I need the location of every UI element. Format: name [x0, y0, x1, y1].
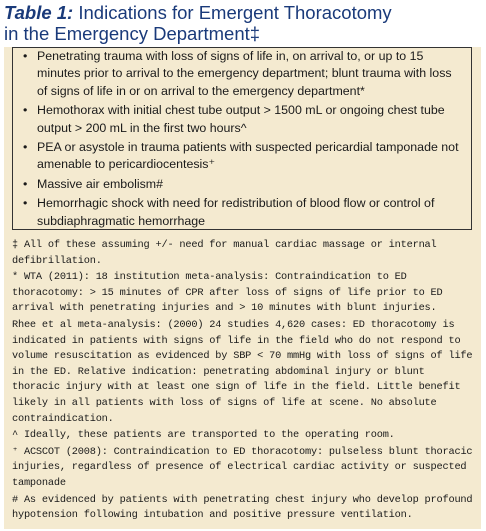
indication-text: Penetrating trauma with loss of signs of life in, on arrival to, or up to 15 minutes prior to arrival to the emergency department; blunt trauma with loss of signs of life in or on arrival to the emergency department* [37, 49, 452, 98]
indication-text: Massive air embolism# [37, 176, 164, 191]
indication-text: Hemothorax with initial chest tube output > 1500 mL or ongoing chest tube output > 200 mL in the first two hours^ [37, 103, 445, 135]
indication-text: Hemorrhagic shock with need for redistribution of blood flow or control of subdiaphragmatic hemorrhage [37, 196, 435, 228]
indication-item [23, 102, 463, 137]
footnotes [12, 238, 476, 525]
indication-item [23, 139, 463, 174]
table-title-line1: Indications for Emergent Thoracotomy [78, 2, 392, 23]
table-title [4, 2, 474, 44]
footnote: ^ Ideally, these patients are transported to the operating room. [12, 429, 395, 442]
bullet-icon: • [23, 176, 28, 191]
bullet-icon: • [23, 49, 28, 63]
indication-item [23, 195, 463, 230]
footnote: * WTA (2011): 18 institution meta-analysis: Contraindication to ED thoracotomy: > 15 minutes of CPR after loss of signs of life prior to ED arrival with penetrating injuries and > 10 minutes with blunt injuries. [12, 271, 443, 315]
indication-text: PEA or asystole in trauma patients with suspected pericardial tamponade not amenable to pericardiocentesis⁺ [37, 140, 459, 172]
footnote: ⁺ ACSCOT (2008): Contraindication to ED thoracotomy: pulseless blunt thoracic injuries, regardless of presence of electrical cardiac activity or suspected tamponade [12, 445, 473, 489]
indications-list [23, 48, 463, 232]
indication-item [23, 176, 463, 193]
table-panel [4, 47, 481, 529]
footnote: Rhee et al meta-analysis: (2000) 24 studies 4,620 cases: ED thoracotomy is indicated in patients with signs of life in the field who do not respond to volume resuscitation as evidenced by SBP < 70 mmHg with loss of signs of life in the ED. Relative indication: penetrating abdominal injury or blunt thoracic injury with at least one sign of life in the field. Little benefit likely in all patients with loss of signs of life at scene. No absolute contraindication. [12, 318, 473, 425]
indication-item [23, 48, 463, 100]
footnote: ‡ All of these assuming +/- need for manual cardiac massage or internal defibrillation. [12, 239, 437, 267]
footnote: # As evidenced by patients with penetrating chest injury who develop profound hypotension following intubation and positive pressure ventilation. [12, 493, 473, 522]
table-title-line2: in the Emergency Department‡ [4, 23, 261, 44]
bullet-icon: • [23, 103, 28, 118]
table-title-label: Table 1: [4, 2, 74, 23]
bullet-icon: • [23, 196, 28, 211]
bullet-icon: • [23, 140, 28, 155]
indications-box [12, 47, 472, 230]
